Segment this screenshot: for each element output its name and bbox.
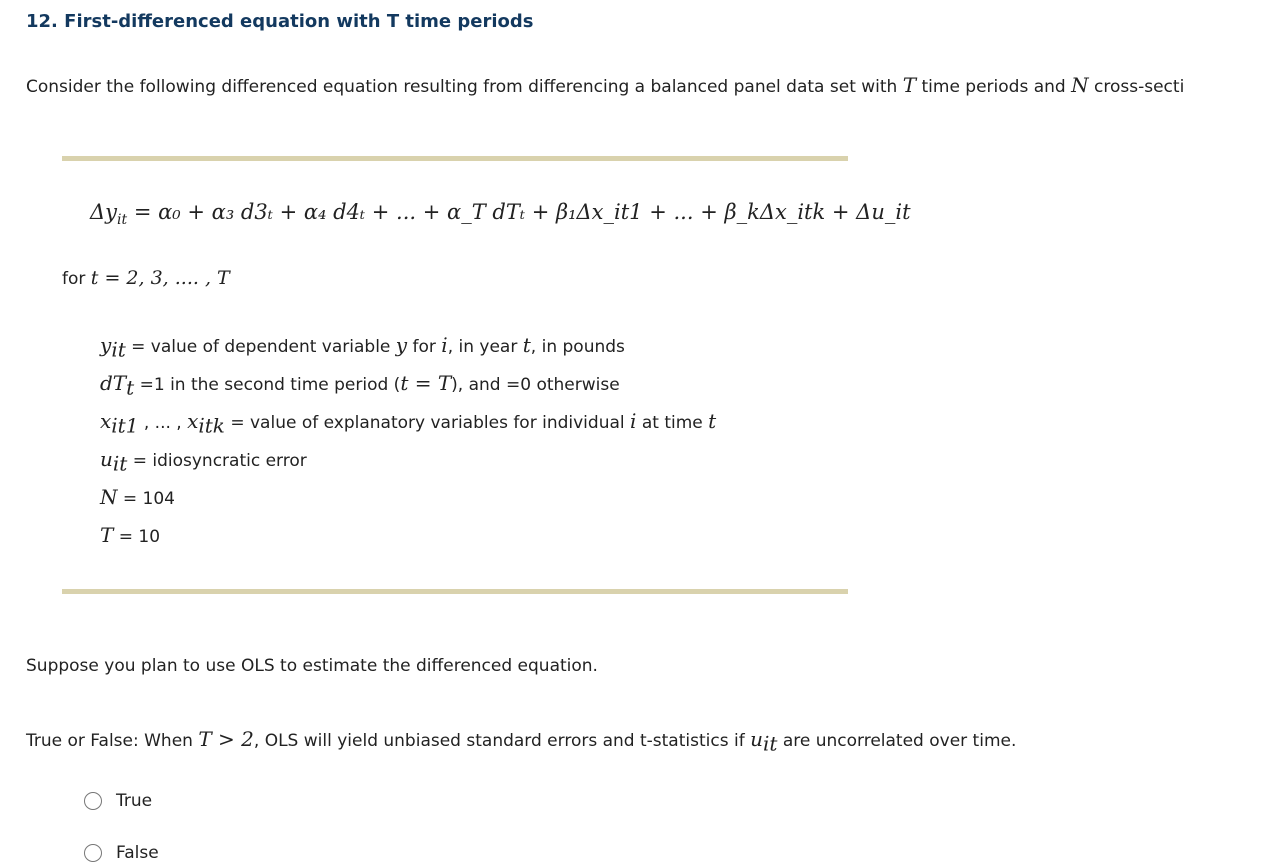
definition-y: $y_{it}$ = value of dependent variable y for i, in year t, in pounds (100, 333, 625, 362)
question-intro: Consider the following differenced equation resulting from differencing a balanced panel data set with T time periods and N cross-secti (26, 73, 1185, 97)
equation-box-bottom-rule (62, 589, 848, 594)
option-false[interactable] (84, 841, 159, 865)
radio-false[interactable] (84, 844, 102, 862)
definition-u: $u_{it}$ = idiosyncratic error (100, 447, 307, 476)
option-true-label: True (116, 791, 153, 811)
ols-plan-text: Suppose you plan to use OLS to estimate the differenced equation. (26, 656, 598, 676)
question-title: 12. First-differenced equation with T time periods (26, 11, 534, 32)
true-false-prompt: True or False: When T > 2, OLS will yield unbiased standard errors and t-statistics if $u_{it}$ are uncorrelated over time. (26, 727, 1017, 756)
radio-true[interactable] (84, 792, 102, 810)
time-range: for t = 2, 3, .... , T (62, 267, 230, 289)
differenced-equation: $\Delta y_{it} = \alpha_0 + \alpha_3$ d3ₜ + α₄ d4ₜ + ... + α_T dTₜ + β₁Δx_it1 + ... + β_kΔx_itk + Δu_it (90, 200, 911, 229)
option-true[interactable] (84, 789, 152, 813)
definition-dt: $dT_t =1$ in the second time period (t = T), and =0 otherwise (100, 371, 620, 400)
definition-t: T = 10 (100, 523, 161, 547)
definition-x: $x_{it1}$ , ... , $x_{itk}$ = value of explanatory variables for individual i at time t (100, 409, 717, 438)
option-false-label: False (116, 843, 159, 863)
equation-box-top-rule (62, 156, 848, 161)
definition-n: N = 104 (100, 485, 175, 509)
